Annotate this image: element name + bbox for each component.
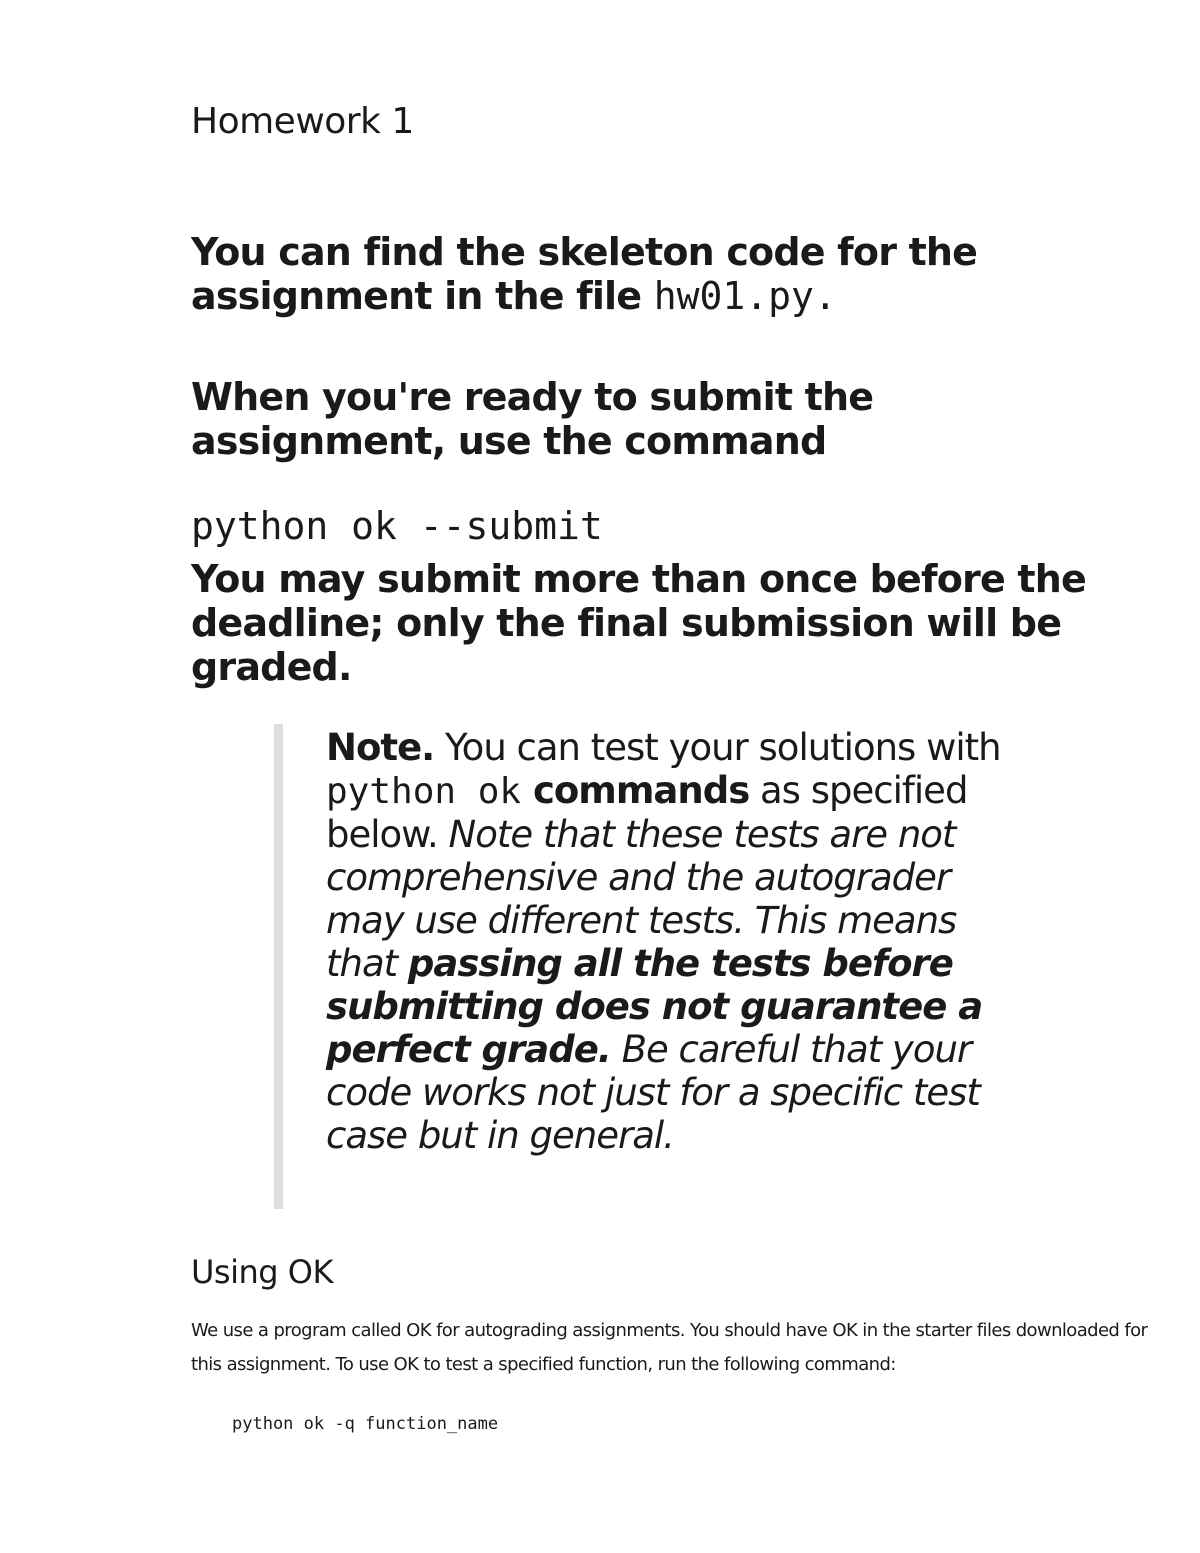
- submit-paragraph: When you're ready to submit the assignment, use the command: [191, 375, 874, 463]
- skeleton-file-code: hw01.py: [653, 274, 814, 318]
- note-text-2: commands: [521, 769, 750, 812]
- note-italic-2: Be careful that your code works not just for a specific test case but in general.: [326, 1028, 980, 1157]
- multiple-submission-paragraph: You may submit more than once before the deadline; only the final submission will be graded.: [191, 557, 1086, 689]
- skeleton-period: .: [813, 274, 837, 318]
- note-bold-italic: passing all the tests before submitting does not guarantee a perfect grade.: [326, 942, 983, 1071]
- using-ok-paragraph: We use a program called OK for autograding assignments. You should have OK in the starter files downloaded for this assignment. To use OK to test a specified function, run the following command:: [191, 1320, 1148, 1375]
- note-italic-1: Note that these tests are not comprehensive and the autograder may use different tests. This means that: [326, 813, 957, 985]
- skeleton-text: You can find the skeleton code for the assignment in the file: [191, 230, 978, 318]
- note-blockquote: [326, 726, 1006, 1157]
- test-command-code: python ok -q function_name: [232, 1414, 499, 1434]
- using-ok-heading: Using OK: [191, 1253, 333, 1291]
- skeleton-paragraph: [191, 230, 1091, 318]
- note-text-3: as specified below.: [326, 769, 968, 856]
- page-title: Homework 1: [191, 101, 414, 142]
- note-blockquote-bar: [274, 724, 283, 1209]
- note-code: python ok: [326, 771, 522, 812]
- note-text-1: You can test your solutions with: [434, 726, 1001, 769]
- note-label: Note.: [326, 726, 435, 769]
- submit-command-code: python ok --submit: [191, 504, 603, 548]
